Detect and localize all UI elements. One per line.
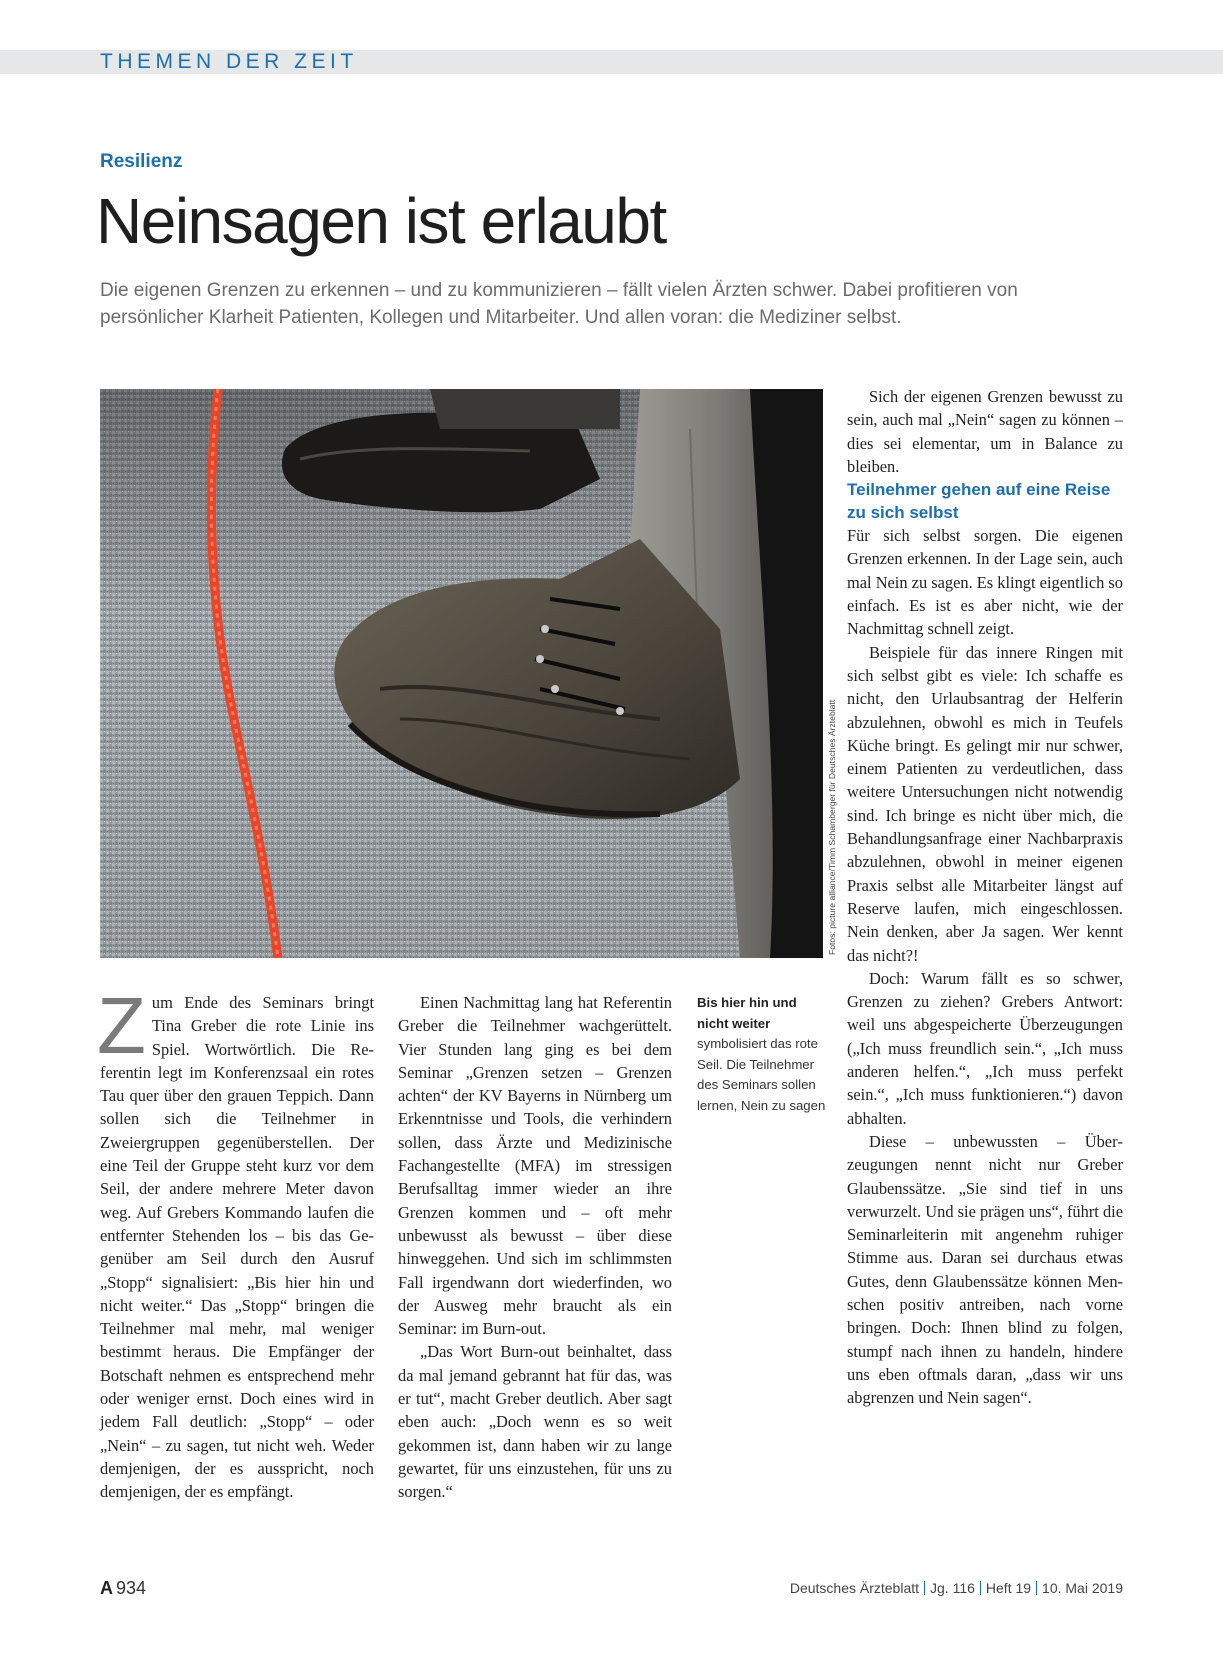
paragraph: Doch: Warum fällt es so schwer, Grenzen zu ziehen? Grebers Antwort: weil uns abgespeicherte Überzeugungen („Ich muss freundlich sein.“, „Ich muss anderen helfen.“, „Ich muss perfekt sein.“, „Ich muss funktionieren.“) davon abhalten. [847,968,1123,1128]
paragraph: Für sich selbst sorgen. Die eigenen Grenzen erkennen. In der Lage sein, auch mal Nein zu sagen. Es klingt eigentlich so einfach. Es ist es aber nicht, wie der Nachmittag schnell zeigt. [847,526,1123,639]
caption-text: symbolisiert das rote Seil. Die Teilnehmer des Seminars sollen lernen, Nein zu sagen [697,1036,826,1113]
journal-date: 10. Mai 2019 [1042,1580,1123,1596]
article-column-1 [97,981,374,1504]
photo-credit: Fotos: picture alliance/Timm Schamberger für Deutsches Ärzteblatt [827,699,837,955]
paragraph: Sich der eigenen Grenzen bewusst zu sein, auch mal „Nein“ sagen zu können – dies sei elementar, um in Balance zu bleiben. [847,387,1123,476]
shoes-on-carpet-image [100,389,823,958]
photo-caption [697,993,827,1116]
paragraph: „Das Wort Burn-out beinhaltet, dass da mal jemand gebrannt hat für das, was er tut“, macht Greber deutlich. Aber sagt eben auch: „Doch wenn es so weit gekommen ist, dann haben wir zu lange gewartet, für uns einzustehen, für uns zu sorgen.“ [398,1342,672,1502]
journal-name: Deutsches Ärzteblatt [789,1580,920,1596]
paragraph: Zum Ende des Seminars bringt Tina Greber die rote Linie ins Spiel. Wortwörtlich. Die Referentin legt im Konferenzsaal ein rotes Tau quer über den grauen Teppich. Dann sollen sich die Teilnehmer in Zweiergruppen gegenüberstellen. Der eine Teil der Gruppe steht kurz vor dem Seil, der andere mehrere Meter davon weg. Auf Grebers Kommando laufen die entfernter Stehenden los – bis das Gegenüber am Seil durch den Ausruf „Stopp“ signalisiert: „Bis hier hin und nicht weiter.“ Das „Stopp“ bringen die Teilnehmer mal mehr, mal weniger bestimmt heraus. Die Empfänger der Botschaft nehmen es entsprechend mehr oder weniger ernst. Doch eines wird in jedem Fall deutlich: „Stopp“ – oder „Nein“ – zu sagen, tut nicht weh. Weder demjenigen, der es ausspricht, noch demjenigen, der es empfängt. [97,981,374,1502]
journal-issue: Heft 19 [985,1580,1032,1596]
dropcap: Z [97,981,146,1070]
article-title: Neinsagen ist erlaubt [96,185,666,257]
article-column-2 [398,991,672,1504]
article-lead: Die eigenen Grenzen zu erkennen – und zu kommunizieren – fällt vielen Ärzten schwer. Dabei profitieren von persönlicher Klarheit Patienten, Kollegen und Mitarbeiter. Und allen voran: die Mediziner selbst. [100,280,1018,328]
caption-bold: Bis hier hin und nicht weiter [697,995,797,1031]
journal-volume: Jg. 116 [930,1580,975,1596]
section-subhead: Teilnehmer gehen auf eine Reise zu sich selbst [847,480,1111,523]
journal-footer [790,1580,1123,1596]
page-number: A 934 [100,1578,147,1598]
article-column-3 [847,385,1123,1409]
section-header-label: THEMEN DER ZEIT [100,50,358,73]
article-photo [100,389,823,958]
paragraph: Einen Nachmittag lang hat Referentin Greber die Teilnehmer wachgerüttelt. Vier Stunden lang ging es bei dem Seminar „Grenzen setzen – Grenzen achten“ der KV Bayerns in Nürnberg um Erkenntnisse und Tools, die verhindern sollen, dass Ärzte und Medizinische Fachangestellte (MFA) im stressigen Berufsalltag immer wieder an ihre Grenzen kommen und – oft mehr unbewusst als bewusst – über diese hinweggehen. Und sich im schlimmsten Fall irgendwann dort wiederfinden, wo der Ausweg mehr braucht als ein Seminar: im Burn-out. [398,993,672,1339]
paragraph: Beispiele für das innere Ringen mit sich selbst gibt es viele: Ich schaffe es nicht, den Urlaubsantrag der Helferin abzulehnen, obwohl es mich in Teufels Küche bringt. Es gelingt mir nur schwer, einem Patienten zu verdeutlichen, dass weitere Untersuchungen nicht notwendig sind. Ich bringe es nicht über mich, die Behandlungsanfrage einer Nachbarpraxis abzulehnen, obwohl in meiner eigenen Praxis selbst alle Mitarbeiter längst auf Reserve laufen, mich eingeschlossen. Nein denken, aber Ja sagen. Wer kennt das nicht?! [847,642,1123,965]
article-kicker: Resilienz [100,151,183,172]
paragraph: Diese – unbewussten – Überzeugungen nennt nicht nur Greber Glaubenssätze. „Sie sind tief in uns verwurzelt. Und sie prägen uns“, führt die Seminarleiterin mit angenehm ruhiger Stimme aus. Daran sei durchaus etwas Gutes, denn Glaubenssätze können Menschen positiv antreiben, nach vorne bringen. Doch: Ihnen blind zu folgen, stumpf nach ihnen zu handeln, hindere uns eben oftmals daran, „dass wir uns abgrenzen und Nein sagen“. [847,1131,1123,1408]
